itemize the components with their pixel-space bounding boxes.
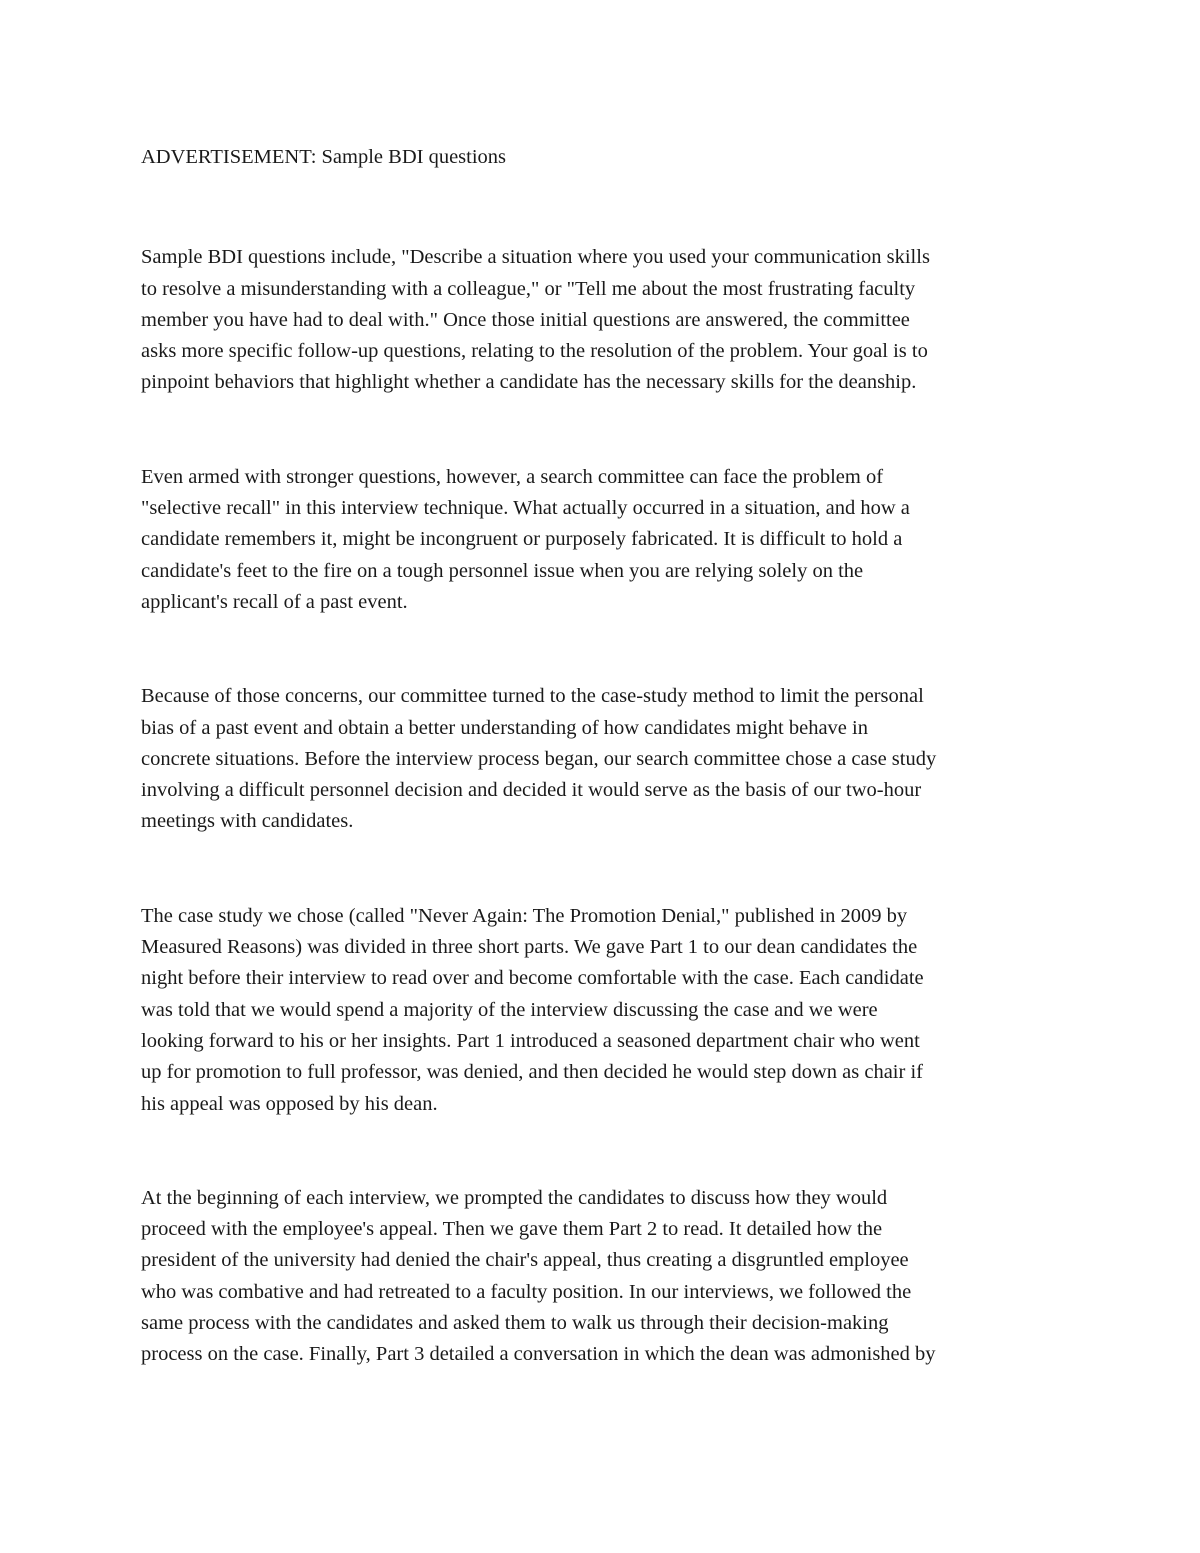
paragraph-2	[141, 462, 1066, 618]
text-line: concrete situations. Before the interview process began, our search committee chose a case study	[141, 747, 937, 770]
text-line: candidate remembers it, might be incongruent or purposely fabricated. It is difficult to hold a	[141, 528, 903, 551]
spacer	[141, 1120, 1066, 1183]
text-line: asks more specific follow-up questions, relating to the resolution of the problem. Your goal is to	[141, 340, 928, 363]
text-line: same process with the candidates and asked them to walk us through their decision-making	[141, 1312, 889, 1335]
text-line: applicant's recall of a past event.	[141, 590, 408, 613]
text-line: his appeal was opposed by his dean.	[141, 1092, 438, 1115]
text-line: process on the case. Finally, Part 3 detailed a conversation in which the dean was admonished by	[141, 1343, 936, 1366]
spacer	[141, 173, 1066, 242]
text-line: member you have had to deal with." Once those initial questions are answered, the committee	[141, 308, 910, 331]
text-line: proceed with the employee's appeal. Then we gave them Part 2 to read. It detailed how the	[141, 1218, 883, 1241]
text-line: Sample BDI questions include, "Describe a situation where you used your communication skills	[141, 246, 930, 269]
document-body	[141, 142, 1066, 1371]
text-line: The case study we chose (called "Never Again: The Promotion Denial," published in 2009 by	[141, 904, 908, 927]
text-line: up for promotion to full professor, was denied, and then decided he would step down as chair if	[141, 1061, 923, 1084]
text-line: looking forward to his or her insights. Part 1 introduced a seasoned department chair who went	[141, 1029, 920, 1052]
text-line: Measured Reasons) was divided in three short parts. We gave Part 1 to our dean candidates the	[141, 936, 918, 959]
paragraph-5	[141, 1183, 1066, 1371]
paragraph-4	[141, 901, 1066, 1120]
paragraph-1	[141, 242, 1066, 398]
text-line: candidate's feet to the fire on a tough personnel issue when you are relying solely on the	[141, 559, 864, 582]
text-line: president of the university had denied the chair's appeal, thus creating a disgruntled employee	[141, 1249, 909, 1272]
spacer	[141, 838, 1066, 901]
text-line: was told that we would spend a majority of the interview discussing the case and we were	[141, 998, 878, 1021]
text-line: who was combative and had retreated to a faculty position. In our interviews, we followed the	[141, 1280, 912, 1303]
text-line: bias of a past event and obtain a better understanding of how candidates might behave in	[141, 716, 868, 739]
paragraph-3	[141, 681, 1066, 837]
text-line: involving a difficult personnel decision and decided it would serve as the basis of our two-hour	[141, 779, 922, 802]
document-heading: ADVERTISEMENT: Sample BDI questions	[141, 146, 507, 168]
spacer	[141, 399, 1066, 462]
spacer	[141, 618, 1066, 681]
text-line: to resolve a misunderstanding with a colleague," or "Tell me about the most frustrating faculty	[141, 277, 916, 300]
text-line: Even armed with stronger questions, however, a search committee can face the problem of	[141, 465, 884, 488]
text-line: At the beginning of each interview, we prompted the candidates to discuss how they would	[141, 1186, 888, 1209]
text-line: night before their interview to read over and become comfortable with the case. Each candidate	[141, 967, 924, 990]
text-line: "selective recall" in this interview technique. What actually occurred in a situation, and how a	[141, 497, 910, 520]
text-line: pinpoint behaviors that highlight whether a candidate has the necessary skills for the deanship.	[141, 371, 917, 394]
text-line: meetings with candidates.	[141, 810, 354, 833]
text-line: Because of those concerns, our committee turned to the case-study method to limit the personal	[141, 685, 924, 708]
